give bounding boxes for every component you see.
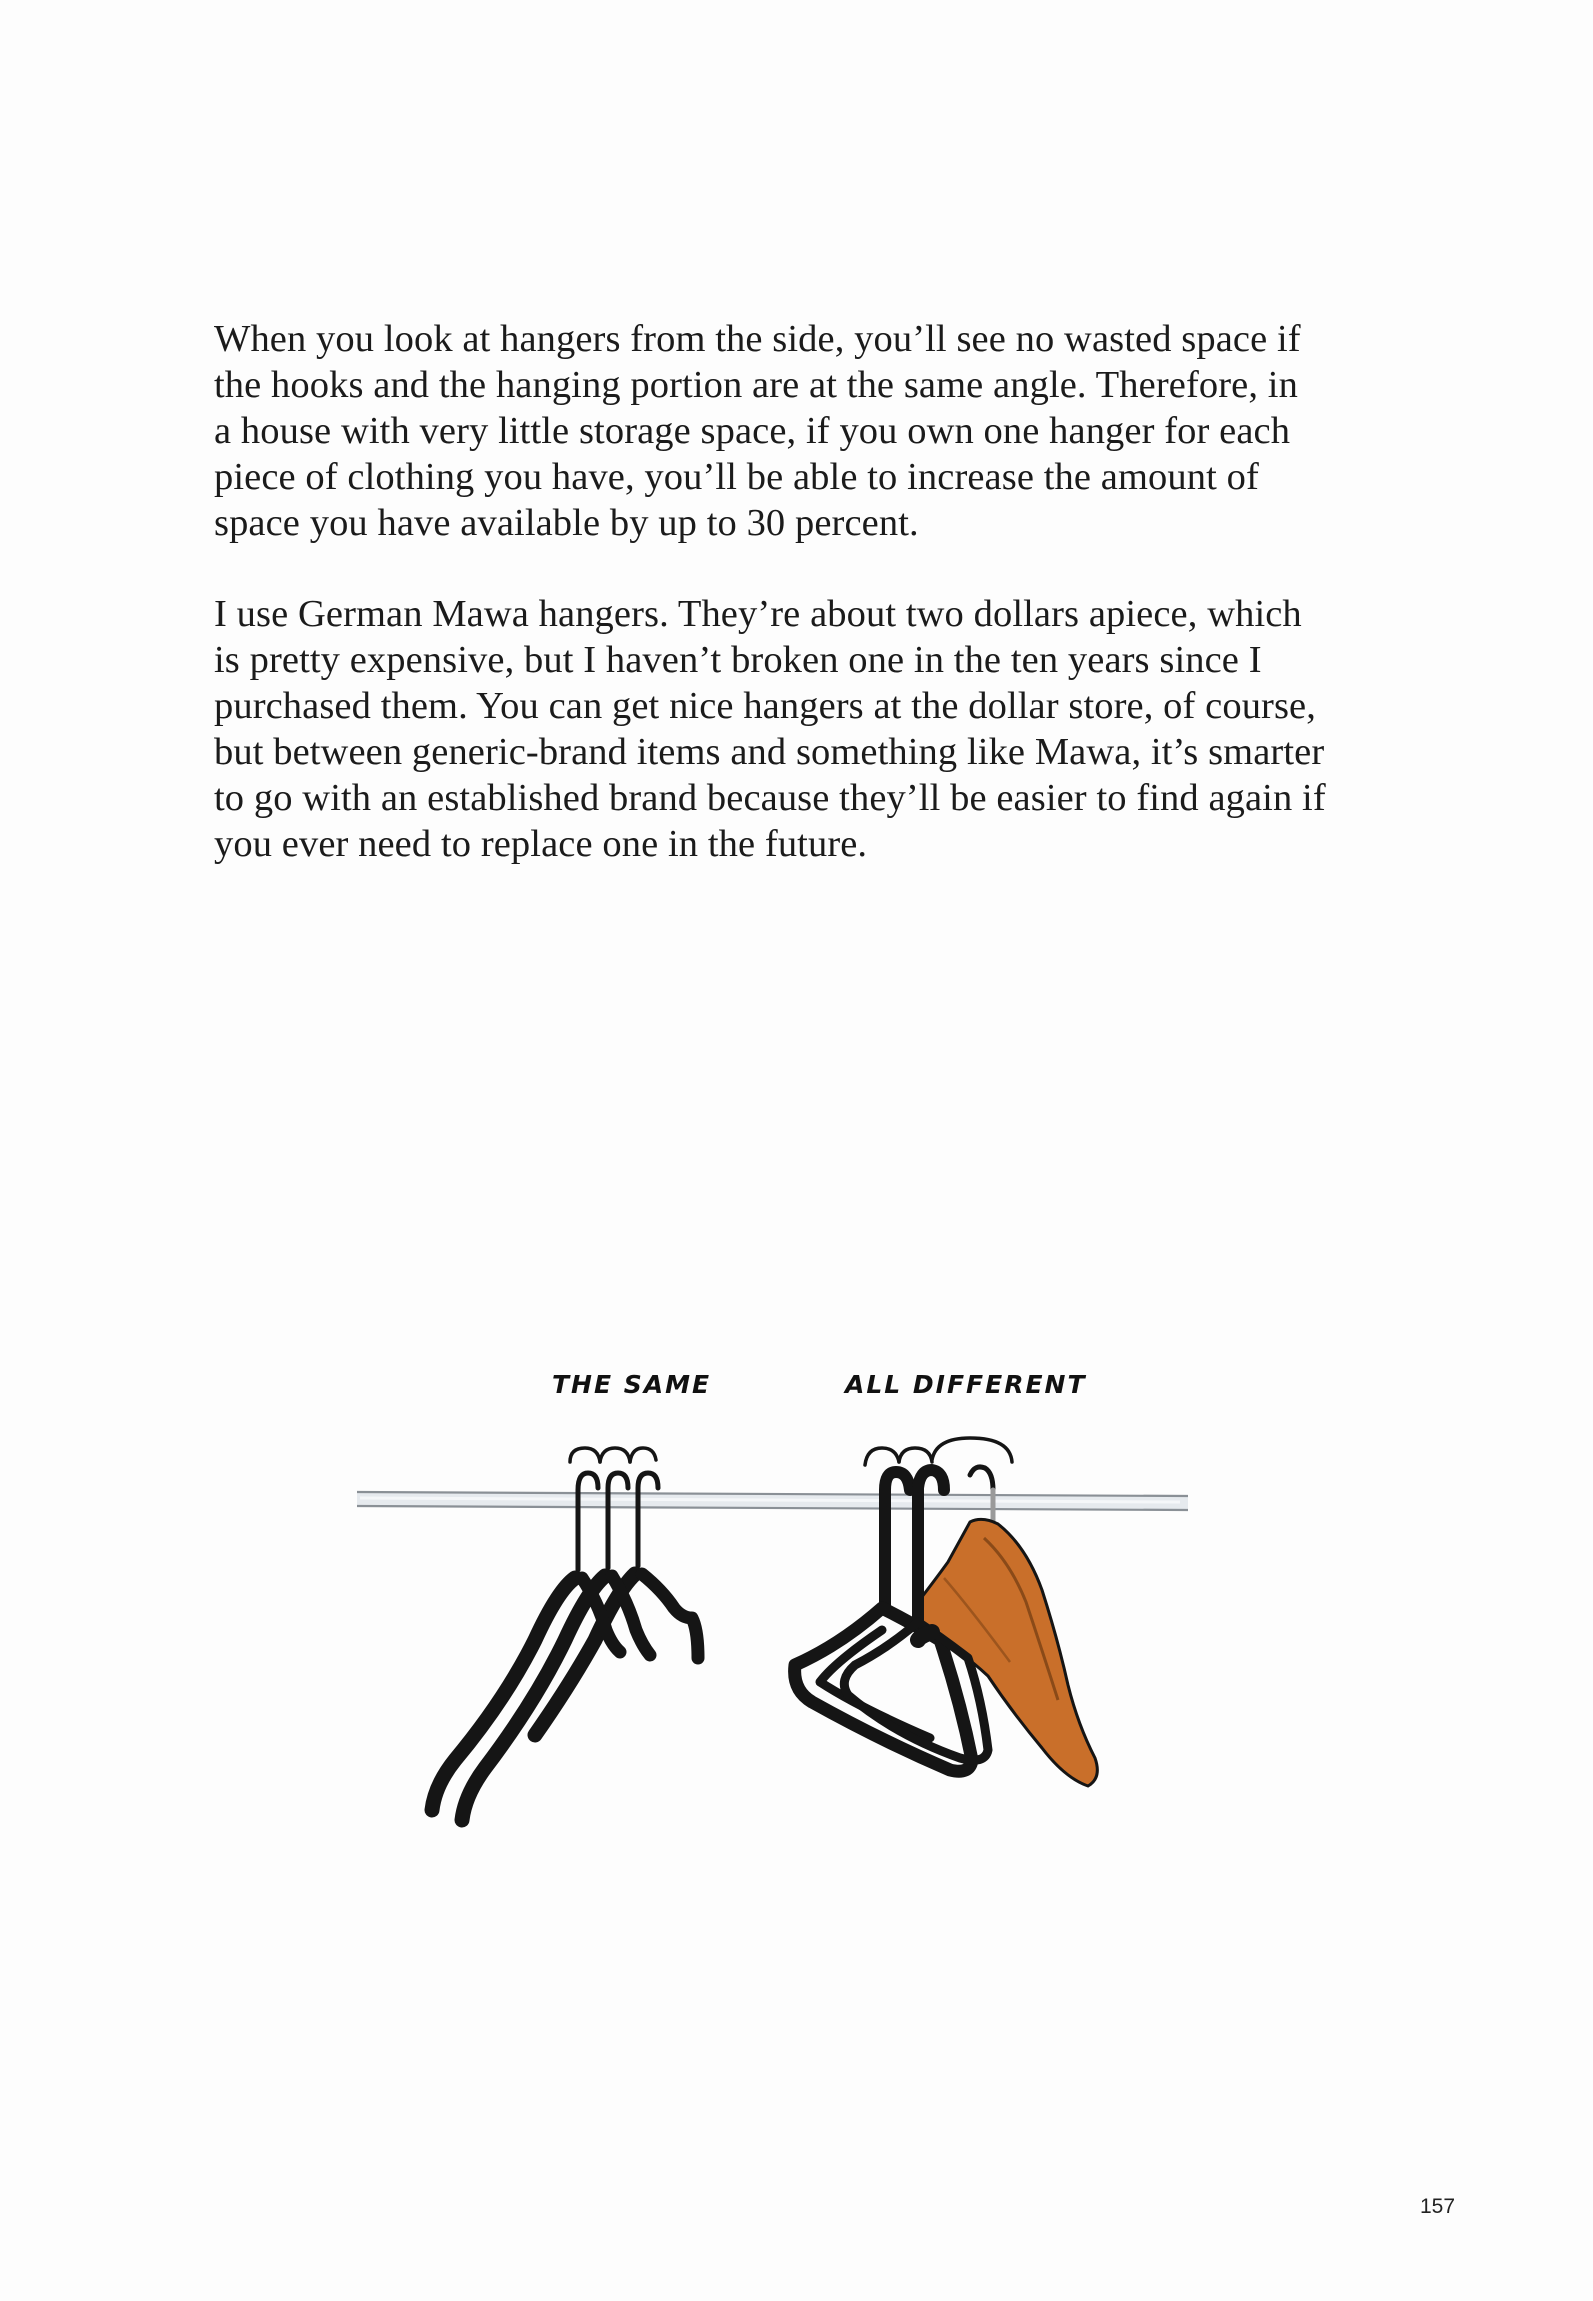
spacing-brackets-different xyxy=(865,1438,1012,1465)
hangers-illustration xyxy=(320,1340,1260,1900)
spacing-brackets-same xyxy=(570,1448,656,1462)
page-number: 157 xyxy=(1420,2195,1456,2218)
label-all-different: ALL DIFFERENT xyxy=(845,1370,1087,1399)
identical-hangers xyxy=(432,1473,698,1820)
label-the-same: THE SAME xyxy=(552,1370,712,1399)
body-text xyxy=(214,316,1414,912)
paragraph-mawa-hangers: I use German Mawa hangers. They’re about two dollars apiece, which is pretty expensive, but I haven’t broken one in the ten years since I purchased them. You can get nice hangers at the dollar store, of course, but between generic-brand items and something like Mawa, it’s smarter to go with an established brand because they’ll be easier to find again if you ever need to replace one in the future. xyxy=(214,593,1326,865)
clothes-rod xyxy=(357,1492,1188,1510)
different-hangers xyxy=(795,1467,1098,1786)
paragraph-hanger-angle: When you look at hangers from the side, you’ll see no wasted space if the hooks and the hanging portion are at the same angle. Therefore, in a house with very little storage space, if you own one hanger for each piece of clothing you have, you’ll be able to increase the amount of space you have available by up to 30 percent. xyxy=(214,318,1301,544)
hangers-drawing xyxy=(320,1340,1260,1900)
wooden-hanger xyxy=(918,1467,1097,1786)
